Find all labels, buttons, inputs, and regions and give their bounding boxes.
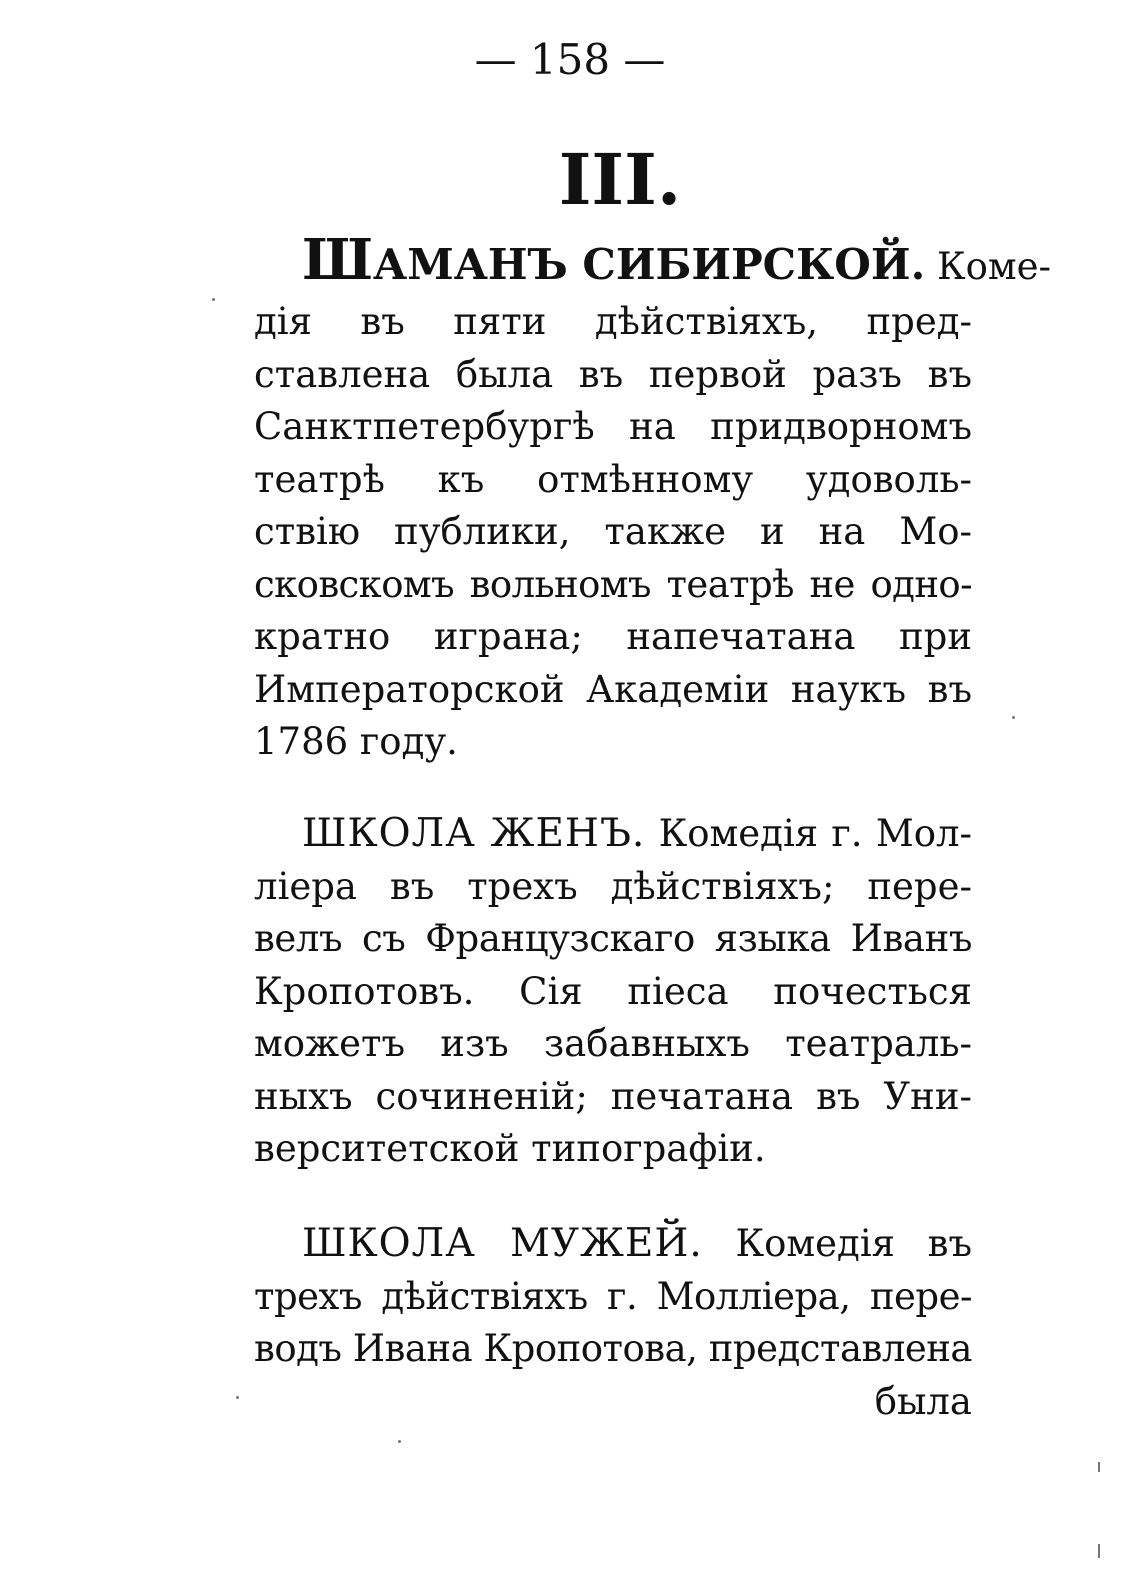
entry-line: трехъ дѣйствіяхъ г. Молліера, пере- [254, 1274, 972, 1318]
speck [1098, 1462, 1100, 1472]
entry-title: ШКОЛА МУЖЕЙ. [302, 1221, 703, 1266]
section-numeral: III. [558, 138, 682, 221]
speck [236, 1396, 239, 1399]
entry-line: Кропотовъ. Сія піеса почесться [254, 969, 972, 1013]
entry-text: Коме- [936, 245, 1052, 288]
entry-line: ставлена была въ первой разъ въ [254, 352, 972, 396]
entry-line: 1786 году. [254, 720, 458, 763]
entry-line: верситетской типографіи. [254, 1127, 766, 1170]
entry-line: кратно играна; напечатана при [254, 615, 972, 658]
entry-line [254, 808, 972, 861]
entry-line: можетъ изъ забавныхъ театраль- [254, 1022, 972, 1065]
entry-line: дія въ пяти дѣйствіяхъ, пред- [254, 300, 972, 343]
entry-title: ШАМАНЪ СИБИРСКОЙ. [302, 227, 926, 293]
speck [212, 298, 215, 301]
entry-line: Санктпетербургѣ на придворномъ [254, 405, 972, 448]
entry-title: ШКОЛА ЖЕНЪ. [302, 811, 646, 856]
speck [1012, 716, 1015, 719]
entry-line [254, 227, 1052, 296]
entry-catchword: была [874, 1379, 972, 1423]
entry-line: велъ съ Французскаго языка Иванъ [254, 917, 972, 960]
speck [1098, 1544, 1100, 1558]
speck [398, 1440, 401, 1443]
entry-line: ствію публики, также и на Мо- [254, 510, 972, 553]
entry-line: ныхъ сочиненій; печатана въ Уни- [254, 1074, 972, 1118]
entry-line [254, 1218, 972, 1271]
entry-line: водъ Ивана Кропотова, представлена [254, 1327, 972, 1370]
entry-shkola-zhen [254, 808, 972, 1176]
entry-line: театрѣ къ отмѣнному удоволь- [254, 457, 972, 501]
entry-text: Комедія въ [735, 1222, 973, 1265]
entry-shaman-sibirskoi [254, 227, 1052, 769]
entry-line: Императорской Академіи наукъ въ [254, 667, 972, 711]
page-number: — 158 — [474, 35, 666, 84]
entry-line: ліера въ трехъ дѣйствіяхъ; пере- [254, 864, 972, 908]
entry-shkola-muzhei [254, 1218, 972, 1428]
entry-text: Комедія г. Мол- [658, 812, 972, 855]
entry-line: сковскомъ вольномъ театрѣ не одно- [254, 562, 972, 606]
